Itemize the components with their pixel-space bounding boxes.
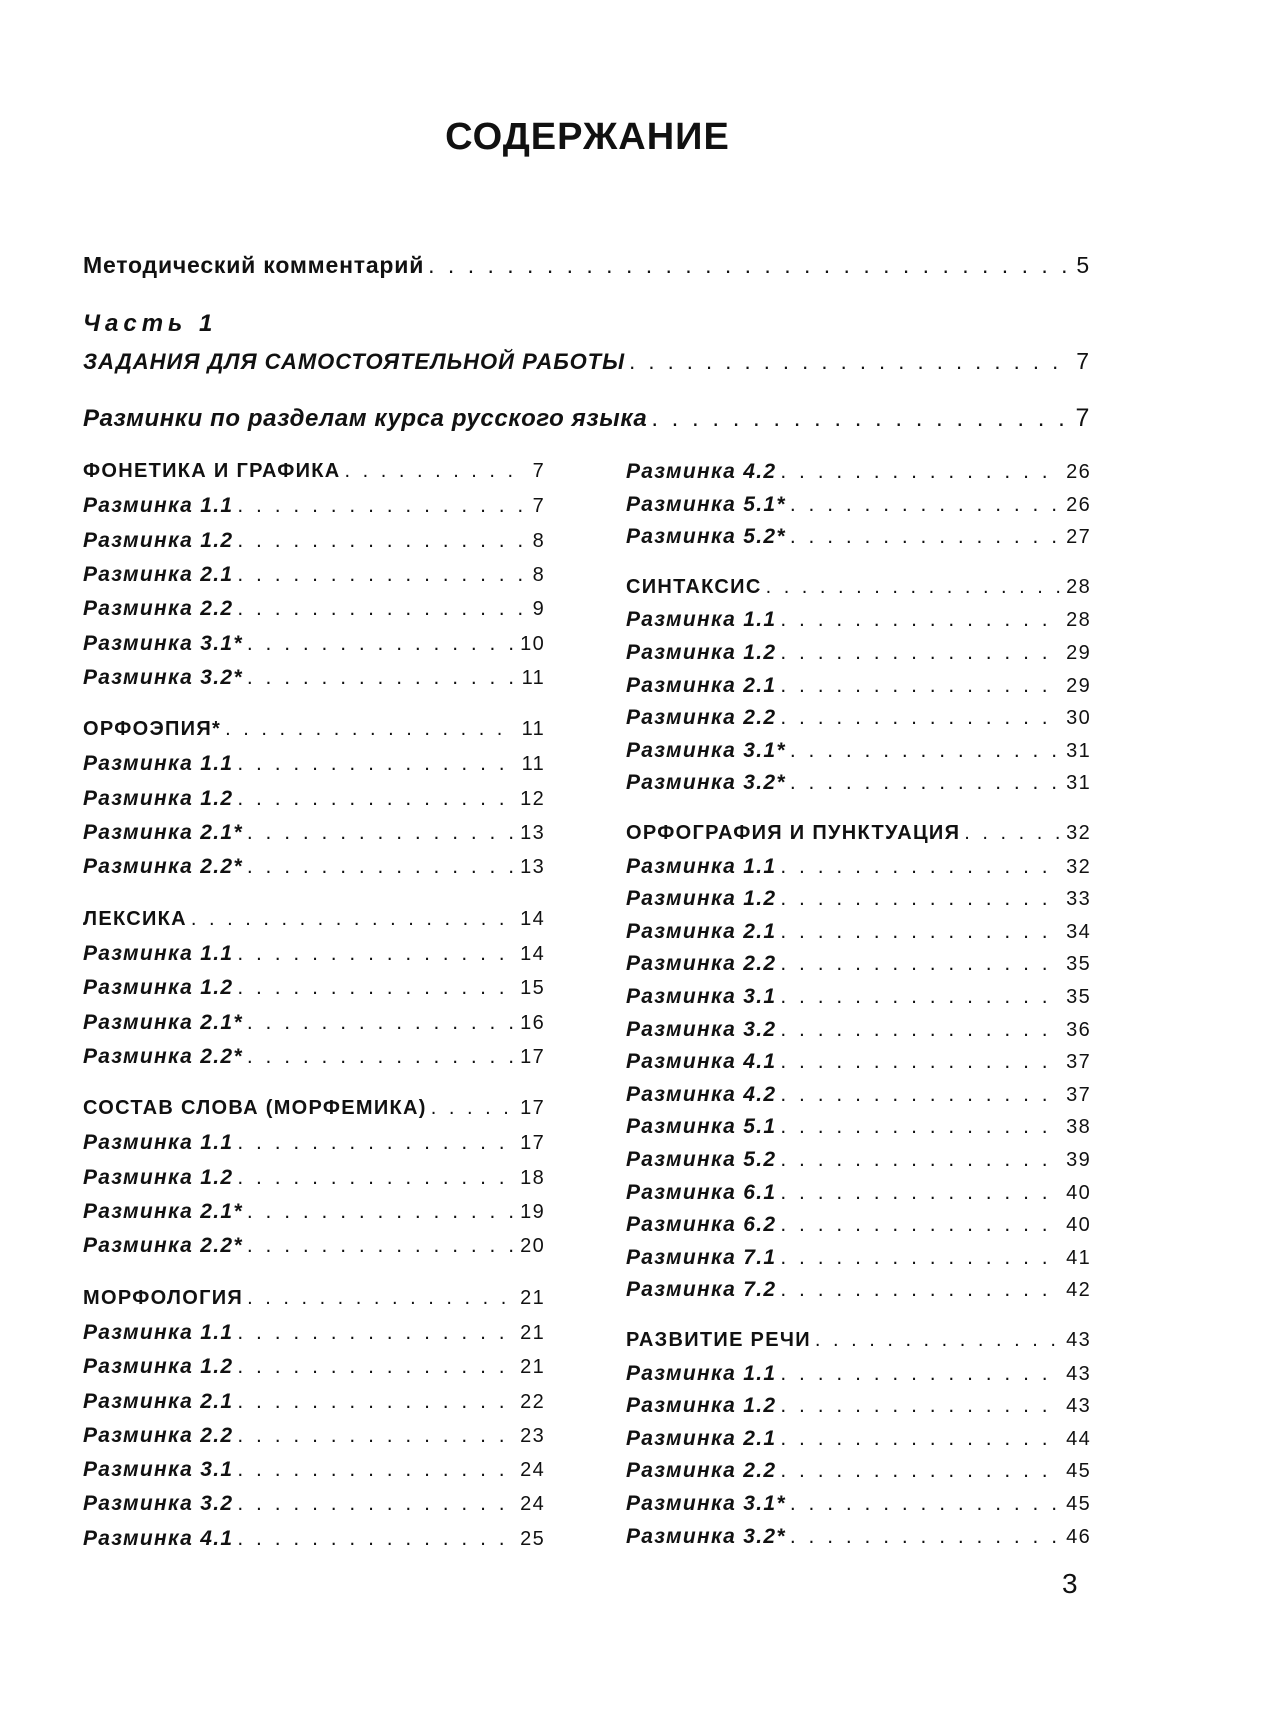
toc-entry[interactable] bbox=[626, 952, 1091, 976]
toc-entry-part-title[interactable] bbox=[83, 348, 1090, 375]
toc-section-heading[interactable] bbox=[626, 822, 1091, 845]
leader-dots bbox=[237, 1492, 514, 1516]
leader-dots bbox=[780, 641, 1060, 665]
leader-dots bbox=[780, 1278, 1060, 1302]
toc-entry-label: Разминка 2.2* bbox=[83, 1044, 243, 1068]
leader-dots bbox=[780, 1394, 1060, 1418]
leader-dots bbox=[237, 1527, 514, 1551]
leader-dots bbox=[247, 1287, 514, 1310]
toc-entry-label: Разминка 2.1 bbox=[626, 673, 777, 697]
toc-entry[interactable] bbox=[83, 597, 545, 621]
toc-entry[interactable] bbox=[626, 1492, 1091, 1516]
leader-dots bbox=[780, 952, 1060, 976]
toc-entry-label: Разминки по разделам курса русского языка bbox=[83, 405, 648, 432]
toc-entry-label: Разминка 2.2 bbox=[83, 597, 234, 621]
toc-page-number: 21 bbox=[520, 1356, 545, 1379]
toc-entry-label: Разминка 1.2 bbox=[83, 786, 234, 810]
toc-page-number: 40 bbox=[1066, 1181, 1091, 1204]
toc-entry[interactable] bbox=[626, 706, 1091, 730]
leader-dots bbox=[237, 529, 526, 553]
toc-page-number: 24 bbox=[520, 1459, 545, 1482]
leader-dots bbox=[964, 822, 1060, 845]
toc-entry[interactable] bbox=[626, 739, 1091, 763]
page-title: СОДЕРЖАНИЕ bbox=[445, 116, 730, 158]
toc-page-number: 23 bbox=[520, 1424, 545, 1447]
leader-dots bbox=[237, 752, 515, 776]
toc-entry-label: Разминка 1.2 bbox=[626, 1394, 777, 1418]
toc-entry[interactable] bbox=[83, 855, 545, 879]
toc-page-number: 43 bbox=[1066, 1329, 1091, 1351]
toc-section-heading[interactable] bbox=[83, 1097, 545, 1120]
toc-page-number: 5 bbox=[1076, 252, 1090, 278]
toc-entry[interactable] bbox=[83, 1045, 545, 1069]
leader-dots bbox=[780, 706, 1060, 730]
toc-entry-label: Разминка 1.1 bbox=[83, 941, 234, 965]
toc-entry[interactable] bbox=[83, 1200, 545, 1224]
toc-page-number: 39 bbox=[1066, 1149, 1091, 1171]
toc-entry[interactable] bbox=[626, 920, 1091, 944]
toc-entry[interactable] bbox=[83, 1234, 545, 1258]
toc-page-number: 15 bbox=[520, 977, 545, 1000]
toc-page-number: 25 bbox=[520, 1527, 545, 1550]
toc-entry-label: Разминка 3.1 bbox=[626, 985, 777, 1008]
toc-page-number: 45 bbox=[1066, 1493, 1091, 1515]
toc-entry-label: Разминка 2.1* bbox=[83, 821, 243, 844]
toc-page-number: 11 bbox=[521, 718, 545, 741]
toc-entry-label: Разминка 6.1 bbox=[626, 1180, 777, 1204]
toc-entry[interactable] bbox=[83, 666, 545, 690]
leader-dots bbox=[629, 349, 1070, 375]
toc-entry-label: Разминка 1.1 bbox=[626, 1361, 777, 1385]
toc-entry[interactable] bbox=[83, 632, 545, 656]
toc-page-number: 21 bbox=[520, 1321, 545, 1344]
leader-dots bbox=[247, 1234, 514, 1258]
leader-dots bbox=[431, 1097, 514, 1120]
leader-dots bbox=[237, 1131, 514, 1155]
toc-page-number: 38 bbox=[1066, 1116, 1091, 1139]
toc-page-number: 12 bbox=[520, 787, 545, 810]
leader-dots bbox=[815, 1329, 1060, 1352]
toc-page-number: 28 bbox=[1066, 609, 1091, 632]
toc-entry-label: Разминка 2.2 bbox=[626, 1459, 777, 1483]
toc-page-number: 37 bbox=[1066, 1083, 1091, 1106]
leader-dots bbox=[247, 1045, 514, 1069]
leader-dots bbox=[247, 632, 514, 656]
toc-entry-label: Разминка 5.2 bbox=[626, 1148, 777, 1171]
part-label: Часть 1 bbox=[83, 310, 218, 337]
toc-entry[interactable] bbox=[626, 1083, 1091, 1107]
toc-entry[interactable] bbox=[626, 1181, 1091, 1205]
leader-dots bbox=[780, 460, 1060, 484]
toc-entry[interactable] bbox=[626, 525, 1091, 549]
toc-page-number: 8 bbox=[532, 563, 545, 586]
toc-page-number: 35 bbox=[1066, 953, 1091, 976]
toc-entry[interactable] bbox=[626, 1213, 1091, 1237]
toc-section-heading-label: РАЗВИТИЕ РЕЧИ bbox=[626, 1329, 811, 1351]
toc-page-number: 11 bbox=[521, 753, 545, 776]
toc-section-heading-label: МОРФОЛОГИЯ bbox=[83, 1286, 244, 1309]
leader-dots bbox=[790, 1525, 1060, 1549]
toc-entry-label: Разминка 2.2 bbox=[626, 706, 777, 730]
toc-page-number: 40 bbox=[1066, 1214, 1091, 1237]
toc-entry[interactable] bbox=[83, 1011, 545, 1035]
toc-entry-label: Разминка 3.2* bbox=[626, 771, 786, 795]
toc-entry-label: Разминка 3.1* bbox=[83, 631, 243, 655]
toc-entry-label: ЗАДАНИЯ ДЛЯ САМОСТОЯТЕЛЬНОЙ РАБОТЫ bbox=[83, 349, 626, 374]
toc-section-heading[interactable] bbox=[83, 908, 545, 931]
leader-dots bbox=[780, 608, 1060, 632]
leader-dots bbox=[237, 494, 526, 518]
leader-dots bbox=[790, 525, 1060, 549]
toc-entry-label: Разминка 4.1 bbox=[83, 1526, 234, 1550]
toc-page-number: 17 bbox=[520, 1097, 545, 1120]
leader-dots bbox=[780, 1018, 1060, 1042]
toc-entry[interactable] bbox=[626, 674, 1091, 698]
toc-page-number: 20 bbox=[520, 1235, 545, 1258]
toc-entry[interactable] bbox=[626, 1459, 1091, 1483]
toc-section-heading[interactable] bbox=[83, 1287, 545, 1310]
toc-page-number: 8 bbox=[532, 529, 545, 552]
leader-dots bbox=[780, 855, 1060, 879]
toc-entry[interactable] bbox=[83, 1355, 545, 1379]
toc-page-number: 43 bbox=[1066, 1362, 1091, 1385]
toc-page-number: 18 bbox=[520, 1166, 545, 1189]
toc-entry-label: Разминка 1.2 bbox=[626, 641, 777, 664]
toc-page-number: 32 bbox=[1066, 855, 1091, 878]
toc-entry[interactable] bbox=[626, 1115, 1091, 1139]
leader-dots bbox=[780, 1115, 1060, 1139]
toc-entry[interactable] bbox=[83, 1131, 545, 1155]
toc-entry[interactable] bbox=[626, 608, 1091, 632]
leader-dots bbox=[247, 855, 514, 879]
toc-entry-label: Разминка 3.1* bbox=[626, 738, 786, 762]
leader-dots bbox=[780, 1459, 1060, 1483]
leader-dots bbox=[237, 1321, 514, 1345]
toc-entry-label: Разминка 2.2 bbox=[83, 1423, 234, 1447]
toc-section-heading[interactable] bbox=[83, 460, 545, 483]
toc-page-number: 44 bbox=[1066, 1427, 1091, 1450]
leader-dots bbox=[237, 1166, 514, 1190]
toc-entry[interactable] bbox=[626, 985, 1091, 1009]
toc-page-number: 45 bbox=[1066, 1460, 1091, 1483]
leader-dots bbox=[237, 1390, 514, 1414]
toc-page-number: 7 bbox=[1075, 404, 1090, 432]
toc-entry-label: Разминка 7.2 bbox=[626, 1278, 777, 1302]
leader-dots bbox=[191, 908, 514, 931]
leader-dots bbox=[237, 1424, 514, 1448]
toc-entry[interactable] bbox=[626, 460, 1091, 484]
toc-page-number: 35 bbox=[1066, 986, 1091, 1008]
leader-dots bbox=[780, 674, 1060, 698]
toc-entry-label: Разминка 4.2 bbox=[626, 1082, 777, 1106]
toc-entry[interactable] bbox=[626, 1050, 1091, 1074]
toc-entry[interactable] bbox=[626, 1427, 1091, 1451]
toc-page-number: 14 bbox=[520, 907, 545, 930]
page-number: 3 bbox=[1062, 1568, 1078, 1599]
toc-entry[interactable] bbox=[83, 494, 545, 518]
toc-page-number: 24 bbox=[520, 1493, 545, 1516]
toc-entry[interactable] bbox=[83, 1424, 545, 1448]
toc-page-number: 37 bbox=[1066, 1051, 1091, 1074]
toc-page-number: 14 bbox=[520, 942, 545, 965]
toc-entry[interactable] bbox=[626, 887, 1091, 911]
toc-entry[interactable] bbox=[626, 855, 1091, 879]
toc-section-heading-label: ОРФОЭПИЯ* bbox=[83, 718, 222, 741]
toc-page-number: 22 bbox=[520, 1390, 545, 1413]
leader-dots bbox=[766, 576, 1061, 599]
leader-dots bbox=[780, 1213, 1060, 1237]
toc-page-number: 27 bbox=[1066, 526, 1091, 549]
toc-page-number: 17 bbox=[520, 1045, 545, 1068]
toc-entry-label: Разминка 1.2 bbox=[83, 1355, 234, 1379]
toc-page-number: 41 bbox=[1066, 1246, 1091, 1269]
toc-entry[interactable] bbox=[83, 529, 545, 553]
leader-dots bbox=[790, 739, 1060, 763]
leader-dots bbox=[780, 985, 1060, 1009]
toc-entry-label: Разминка 5.1* bbox=[626, 492, 786, 516]
toc-entry[interactable] bbox=[83, 1527, 545, 1551]
leader-dots bbox=[247, 1200, 514, 1224]
toc-entry[interactable] bbox=[83, 1390, 545, 1414]
toc-page-number: 26 bbox=[1066, 461, 1091, 483]
leader-dots bbox=[780, 1050, 1060, 1074]
toc-entry[interactable] bbox=[83, 752, 545, 776]
toc-page-number: 7 bbox=[1076, 348, 1090, 374]
toc-entry[interactable] bbox=[626, 1278, 1091, 1302]
leader-dots bbox=[345, 460, 527, 483]
toc-entry[interactable] bbox=[626, 1362, 1091, 1386]
toc-section-heading-label: ФОНЕТИКА И ГРАФИКА bbox=[83, 460, 341, 482]
toc-entry-label: Разминка 3.2* bbox=[626, 1524, 786, 1548]
toc-section-heading[interactable] bbox=[83, 718, 545, 741]
toc-page-number: 17 bbox=[520, 1132, 545, 1155]
toc-entry-label: Разминка 5.1 bbox=[626, 1115, 777, 1139]
leader-dots bbox=[428, 252, 1070, 279]
toc-entry-label: Разминка 5.2* bbox=[626, 525, 786, 549]
toc-page-number: 33 bbox=[1066, 888, 1091, 911]
toc-entry[interactable] bbox=[626, 641, 1091, 665]
toc-page-number: 31 bbox=[1066, 739, 1091, 762]
toc-entry-label: Разминка 2.2* bbox=[83, 1234, 243, 1258]
toc-page-number: 28 bbox=[1066, 575, 1091, 598]
toc-page-number: 43 bbox=[1066, 1395, 1091, 1418]
leader-dots bbox=[790, 493, 1060, 517]
toc-section-heading[interactable] bbox=[626, 1329, 1091, 1352]
toc-entry-label: Разминка 3.1* bbox=[626, 1492, 786, 1515]
toc-page-number: 34 bbox=[1066, 920, 1091, 943]
leader-dots bbox=[780, 1362, 1060, 1386]
toc-entry-label: Разминка 1.1 bbox=[83, 1131, 234, 1155]
toc-entry-label: Разминка 3.2 bbox=[83, 1492, 234, 1516]
leader-dots bbox=[790, 771, 1060, 795]
toc-section-heading-label: ОРФОГРАФИЯ И ПУНКТУАЦИЯ bbox=[626, 822, 961, 844]
toc-page-number: 11 bbox=[521, 666, 545, 689]
toc-entry-label: Разминка 4.2 bbox=[626, 460, 777, 483]
toc-entry[interactable] bbox=[626, 1525, 1091, 1549]
toc-entry-label: Разминка 2.2 bbox=[626, 952, 777, 976]
toc-page-number: 7 bbox=[532, 460, 545, 482]
leader-dots bbox=[225, 718, 516, 741]
toc-entry-label: Разминка 1.1 bbox=[83, 752, 234, 776]
toc-section-heading-label: ЛЕКСИКА bbox=[83, 907, 187, 930]
toc-page-number: 16 bbox=[520, 1011, 545, 1034]
toc-page-number: 31 bbox=[1066, 772, 1091, 795]
toc-entry[interactable] bbox=[83, 821, 545, 845]
toc-entry-label: Методический комментарий bbox=[83, 252, 425, 278]
toc-entry-label: Разминка 2.1 bbox=[626, 919, 777, 943]
toc-page-number: 29 bbox=[1066, 642, 1091, 664]
toc-entry[interactable] bbox=[83, 563, 545, 587]
toc-page-number: 13 bbox=[520, 822, 545, 844]
toc-entry-method-comment[interactable] bbox=[83, 252, 1090, 279]
leader-dots bbox=[780, 1427, 1060, 1451]
toc-entry-label: Разминка 2.1 bbox=[83, 562, 234, 586]
toc-entry-label: Разминка 1.2 bbox=[83, 1165, 234, 1189]
leader-dots bbox=[780, 1148, 1060, 1172]
leader-dots bbox=[247, 666, 516, 690]
toc-page-number: 42 bbox=[1066, 1279, 1091, 1302]
toc-entry-label: Разминка 1.1 bbox=[83, 1320, 234, 1344]
toc-page-number: 32 bbox=[1066, 822, 1091, 844]
toc-section-heading[interactable] bbox=[626, 576, 1091, 599]
toc-entry[interactable] bbox=[626, 1394, 1091, 1418]
toc-page-number: 30 bbox=[1066, 707, 1091, 730]
toc-page-number: 26 bbox=[1066, 493, 1091, 516]
toc-page-number: 9 bbox=[532, 598, 545, 621]
toc-entry-label: Разминка 3.2* bbox=[83, 665, 243, 689]
toc-entry[interactable] bbox=[83, 976, 545, 1000]
toc-section-heading-label: СИНТАКСИС bbox=[626, 575, 762, 598]
leader-dots bbox=[237, 976, 514, 1000]
toc-entry-label: Разминка 1.1 bbox=[626, 608, 777, 632]
toc-entry-warmups[interactable] bbox=[83, 404, 1090, 433]
leader-dots bbox=[651, 405, 1069, 433]
leader-dots bbox=[780, 1181, 1060, 1205]
leader-dots bbox=[780, 1246, 1060, 1270]
toc-entry-label: Разминка 4.1 bbox=[626, 1050, 777, 1074]
toc-entry-label: Разминка 1.2 bbox=[83, 528, 234, 552]
leader-dots bbox=[237, 942, 514, 966]
leader-dots bbox=[247, 1011, 514, 1035]
toc-entry[interactable] bbox=[83, 1166, 545, 1190]
toc-entry-label: Разминка 1.1 bbox=[83, 494, 234, 518]
toc-entry-label: Разминка 1.2 bbox=[83, 976, 234, 1000]
toc-entry[interactable] bbox=[626, 1018, 1091, 1042]
toc-entry-label: Разминка 6.2 bbox=[626, 1213, 777, 1237]
toc-entry-label: Разминка 7.1 bbox=[626, 1245, 777, 1269]
toc-entry[interactable] bbox=[83, 1492, 545, 1516]
toc-section-heading-label: СОСТАВ СЛОВА (МОРФЕМИКА) bbox=[83, 1097, 427, 1120]
toc-page-number: 7 bbox=[532, 495, 545, 518]
toc-entry[interactable] bbox=[626, 1246, 1091, 1270]
toc-entry[interactable] bbox=[83, 1458, 545, 1482]
toc-page-number: 29 bbox=[1066, 674, 1091, 697]
toc-entry-label: Разминка 2.1 bbox=[626, 1426, 777, 1450]
leader-dots bbox=[237, 1458, 514, 1482]
toc-entry-label: Разминка 3.2 bbox=[626, 1017, 777, 1041]
leader-dots bbox=[237, 1355, 514, 1379]
toc-entry-label: Разминка 2.2* bbox=[83, 855, 243, 879]
toc-page-number: 36 bbox=[1066, 1018, 1091, 1041]
leader-dots bbox=[780, 920, 1060, 944]
toc-entry[interactable] bbox=[83, 1321, 545, 1345]
toc-entry-label: Разминка 2.1 bbox=[83, 1389, 234, 1413]
toc-entry[interactable] bbox=[83, 942, 545, 966]
toc-entry-label: Разминка 1.1 bbox=[626, 854, 777, 878]
toc-entry-label: Разминка 2.1* bbox=[83, 1200, 243, 1223]
leader-dots bbox=[237, 597, 526, 621]
toc-page-number: 13 bbox=[520, 856, 545, 879]
leader-dots bbox=[780, 1083, 1060, 1107]
toc-page-number: 19 bbox=[520, 1201, 545, 1223]
toc-entry[interactable] bbox=[626, 493, 1091, 517]
leader-dots bbox=[790, 1492, 1060, 1516]
toc-page-number: 10 bbox=[520, 632, 545, 655]
toc-entry-label: Разминка 1.2 bbox=[626, 887, 777, 911]
toc-page-number: 46 bbox=[1066, 1525, 1091, 1548]
leader-dots bbox=[237, 563, 526, 587]
leader-dots bbox=[780, 887, 1060, 911]
leader-dots bbox=[247, 821, 514, 845]
toc-entry-label: Разминка 2.1* bbox=[83, 1010, 243, 1034]
toc-entry[interactable] bbox=[83, 787, 545, 811]
leader-dots bbox=[237, 787, 514, 811]
toc-entry[interactable] bbox=[626, 771, 1091, 795]
toc-entry[interactable] bbox=[626, 1148, 1091, 1172]
toc-entry-label: Разминка 3.1 bbox=[83, 1458, 234, 1482]
toc-page-number: 21 bbox=[520, 1286, 545, 1309]
